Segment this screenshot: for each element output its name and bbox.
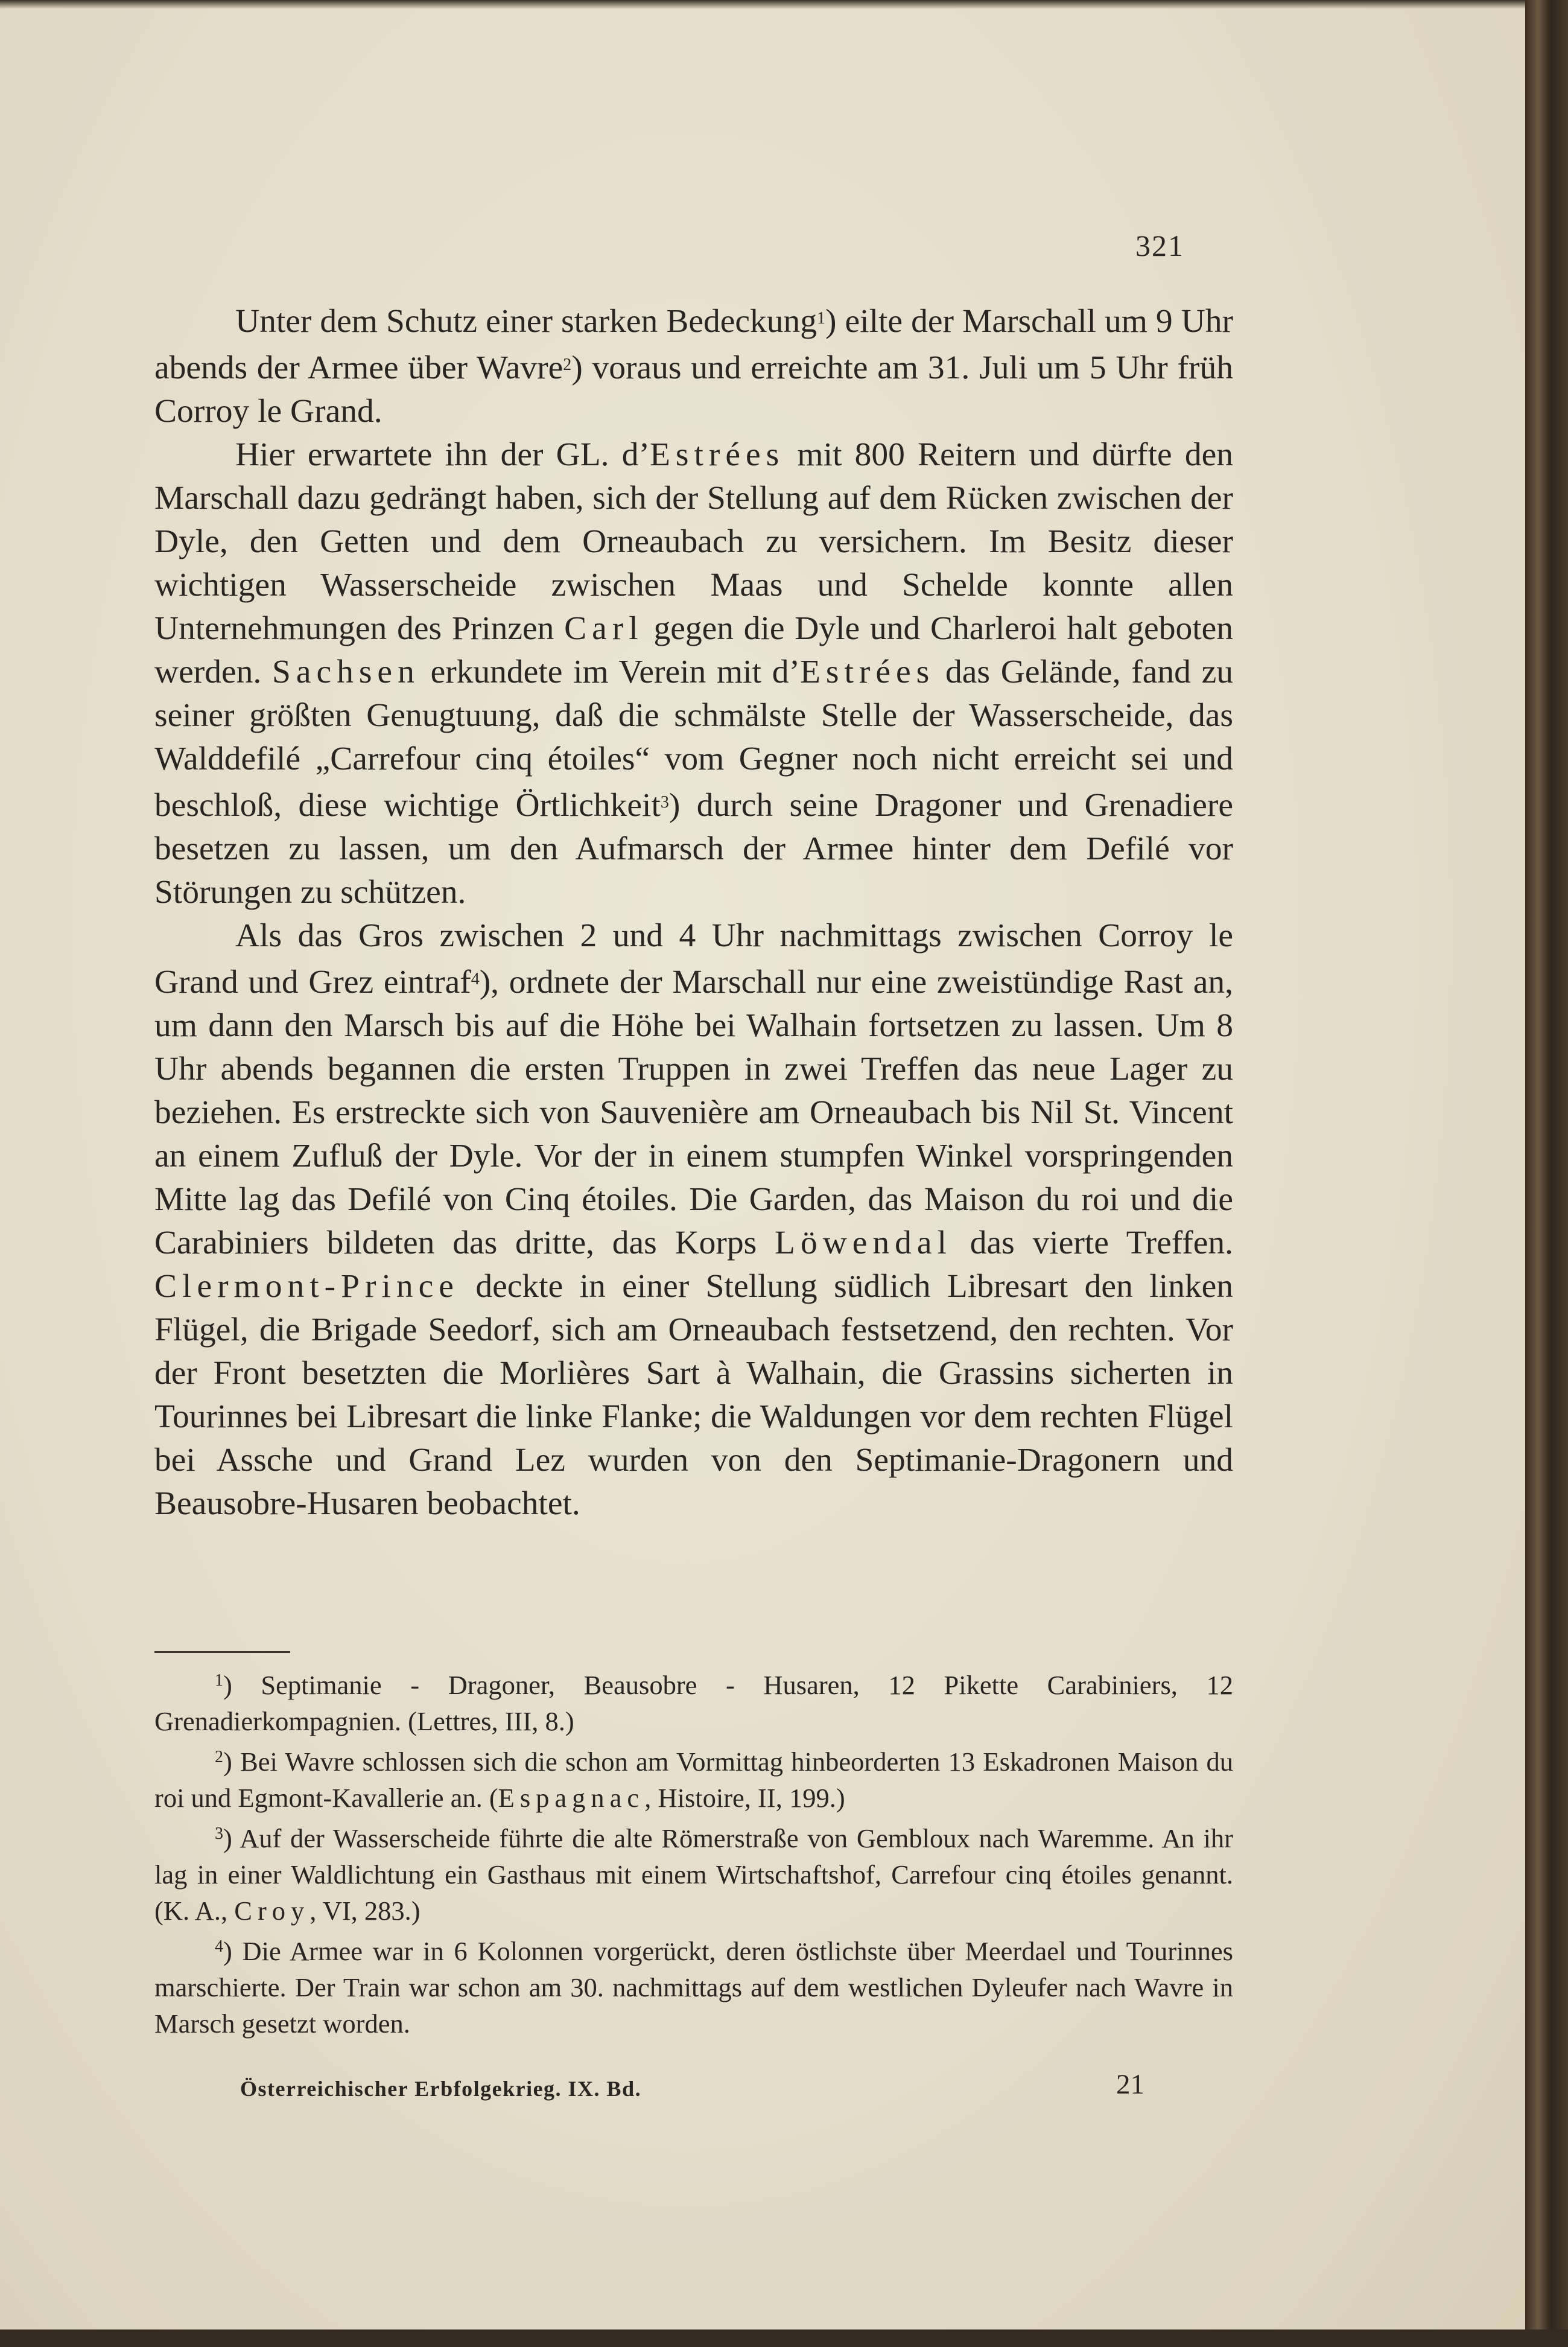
spaced-name: Croy <box>234 1896 310 1926</box>
footnote <box>154 1739 1233 1816</box>
page-bottom-edge <box>0 2329 1568 2347</box>
paragraph <box>154 297 1233 433</box>
text-run: mit 800 Reitern und dürfte den Marschall dazu gedrängt haben, sich der Stellung auf dem Rücken zwischen der Dyle, den Getten und dem Orneaubach zu versichern. Im Besitz dieser wichtigen Wasserscheide zwischen Maas und Schelde konnte allen Unternehmungen des Prinzen <box>154 436 1233 647</box>
text-run: Hier erwartete ihn der GL. d’ <box>235 436 650 473</box>
spaced-name: Estrées <box>649 436 785 473</box>
footnote-marker: 1 <box>215 1671 223 1690</box>
text-run: ) voraus und erreichte am 31. Juli um 5 Uhr früh Corroy le Grand. <box>154 349 1233 430</box>
signature-mark: 21 <box>1116 2069 1144 2100</box>
paragraph <box>154 433 1233 914</box>
text-run: erkundete im Verein mit d’ <box>419 654 800 690</box>
footnote <box>154 1816 1233 1929</box>
footnote <box>154 1929 1233 2042</box>
footer-title: Österreichischer Erbfolgekrieg. IX. Bd. <box>240 2077 642 2101</box>
footnote-marker: 3 <box>215 1824 223 1843</box>
text-run: , VI, 283.) <box>309 1896 421 1926</box>
footnote-marker: 1 <box>817 309 826 328</box>
text-run: Als das Gros zwischen 2 und 4 Uhr nachmittags zwischen Corroy le Grand und Grez eintraf <box>154 917 1233 1001</box>
footnote-marker: 4 <box>471 970 480 989</box>
page-number: 321 <box>1135 229 1184 263</box>
spaced-name: Löwendal <box>775 1224 952 1261</box>
text-run: gegen die Dyle und Charleroi halt geboten werden. <box>154 610 1233 690</box>
footnote-marker: 2 <box>563 355 572 374</box>
text-run: deckte in einer Stellung südlich Libresart den linken Flügel, die Brigade Seedorf, sich am Orneaubach festsetzend, den rechten. Vor der Front besetzten die Morlières Sart à Walhain, die Grassins sicherten in Tourinnes bei Libresart die linke Flanke; die Waldungen vor dem rechten Flügel bei Assche und Grand Lez wurden von den Septimanie-Dragonern und Beausobre-Husaren beobachtet. <box>154 1268 1233 1522</box>
footnote <box>154 1663 1233 1739</box>
text-run: ) durch seine Dragoner und Grenadiere besetzen zu lassen, um den Aufmarsch der Armee hinter dem Defilé vor Störungen zu schützen. <box>154 787 1233 911</box>
spaced-name: Estrées <box>800 654 935 690</box>
text-run: Unter dem Schutz einer starken Bedeckung <box>235 303 817 340</box>
book-spine-edge <box>1525 0 1568 2347</box>
footnote-marker: 4 <box>215 1937 223 1956</box>
spaced-name: Carl <box>564 610 644 647</box>
footnote-separator <box>154 1651 290 1653</box>
spaced-name: Sachsen <box>271 654 420 690</box>
text-run: ) Die Armee war in 6 Kolonnen vorgerückt, deren östlichste über Meerdael und Tourinnes marschierte. Der Train war schon am 30. nachmittags auf dem westlichen Dyleufer nach Wavre in Marsch gesetzt worden. <box>154 1936 1233 2039</box>
text-run: ) eilte der Marschall um 9 Uhr abends der Armee über Wavre <box>154 303 1234 386</box>
spaced-name: Clermont-Prince <box>154 1268 459 1305</box>
paragraph <box>154 914 1233 1526</box>
footnotes <box>154 1663 1233 2042</box>
footnote-marker: 2 <box>215 1748 223 1766</box>
text-run: ) Bei Wavre schlossen sich die schon am Vormittag hinbeorderten 13 Eskadronen Maison du roi und Egmont-Kavallerie an. ( <box>154 1747 1233 1813</box>
main-text <box>154 297 1233 1526</box>
text-run: ) Auf der Wasserscheide führte die alte Römerstraße von Gembloux nach Waremme. An ihr lag in einer Waldlichtung ein Gasthaus mit einem Wirtschaftshof, Carrefour cinq étoiles genannt. (K. A., <box>154 1823 1233 1926</box>
text-run: das Gelände, fand zu seiner größten Genugtuung, daß die schmälste Stelle der Wasserscheide, das Walddefilé „Carrefour cinq étoiles“ vom Gegner noch nicht erreicht sei und beschloß, diese wichtige Örtlichkeit <box>154 654 1233 824</box>
text-run: , Histoire, II, 199.) <box>644 1783 845 1813</box>
footnote-marker: 3 <box>660 793 669 812</box>
spaced-name: Espagnac <box>498 1783 645 1813</box>
text-run: ), ordnete der Marschall nur eine zweistündige Rast an, um dann den Marsch bis auf die Höhe bei Walhain fortsetzen zu lassen. Um 8 Uhr abends begannen die ersten Truppen in zwei Treffen das neue Lager zu beziehen. Es erstreckte sich von Sauvenière am Orneaubach bis Nil St. Vincent an einem Zufluß der Dyle. Vor der in einem stumpfen Winkel vorspringenden Mitte lag das Defilé von Cinq étoiles. Die Garden, das Maison du roi und die Carabiniers bildeten das dritte, das Korps <box>154 964 1233 1261</box>
page-top-edge <box>0 0 1525 8</box>
text-run: ) Septimanie - Dragoner, Beausobre - Husaren, 12 Pikette Carabiniers, 12 Grenadierkompagnien. (Lettres, III, 8.) <box>154 1670 1233 1736</box>
text-run: das vierte Treffen. <box>951 1224 1233 1261</box>
